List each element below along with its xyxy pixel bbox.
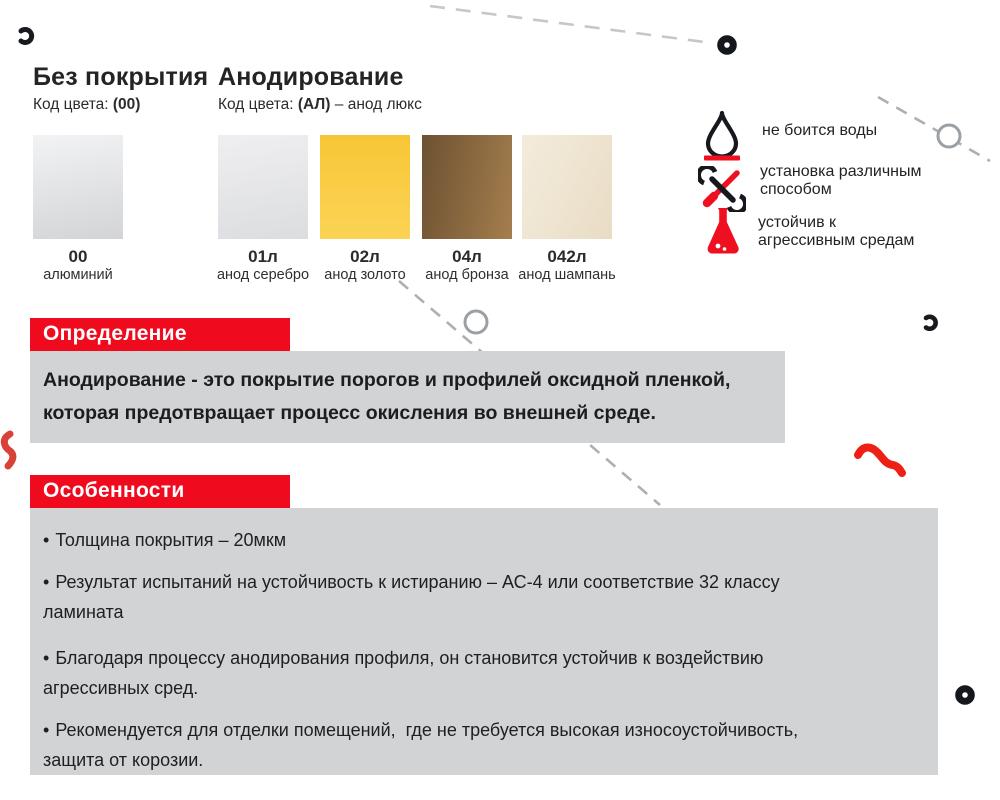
water-drop-icon [703, 109, 741, 161]
swatch-01l [216, 135, 310, 283]
swatch-042l [518, 135, 616, 283]
anodizing-title: Анодирование [218, 63, 404, 91]
donut-top-right [721, 39, 734, 52]
flask-icon [704, 206, 742, 256]
features-heading: Особенности [43, 479, 185, 502]
comma-mark-top-left [21, 30, 32, 43]
definition-banner [30, 318, 290, 351]
swatch-name: анод шампань [518, 267, 616, 283]
swatch-name: анод бронза [425, 267, 509, 283]
donut-bottom-right [959, 689, 972, 702]
swatch-name: алюминий [43, 267, 113, 283]
features-box [30, 508, 938, 775]
swatch-code: 042л [547, 247, 587, 266]
advantage-water [703, 109, 741, 166]
no-coating-header [33, 62, 208, 114]
feature-bullet: • Рекомендуется для отделки помещений, где не требуется высокая износоустойчивость, защита от корозии. [43, 720, 799, 770]
anodizing-code: Код цвета: (АЛ) – анод люкс [218, 96, 422, 113]
advantage-install-label: установка различным способом [760, 163, 922, 198]
ring-right [938, 125, 960, 147]
swatch-code: 02л [350, 247, 380, 266]
swatch-name: анод серебро [216, 267, 310, 283]
squiggle-right [858, 447, 902, 473]
swatch-code: 01л [248, 247, 278, 266]
features-banner [30, 475, 290, 508]
no-coating-code: Код цвета: (00) [33, 96, 141, 113]
swatch-04l-chip [422, 135, 512, 239]
comma-mark-middle-right [926, 317, 936, 329]
advantage-water-label: не боится воды [762, 122, 878, 139]
no-coating-title: Без покрытия [33, 63, 209, 91]
feature-bullet: • Толщина покрытия – 20мкм [43, 530, 287, 550]
swatch-04l [422, 135, 512, 283]
definition-heading: Определение [43, 322, 187, 345]
advantage-chem-label: устойчив к агрессивным средам [758, 214, 915, 249]
definition-text-line: Анодирование - это покрытие порогов и профилей оксидной пленкой, [43, 369, 731, 391]
swatch-042l-chip [522, 135, 612, 239]
dashed-line-right [878, 97, 990, 161]
squiggle-left [4, 434, 13, 466]
swatch-name: анод золото [324, 267, 406, 283]
swatch-code: 04л [452, 247, 482, 266]
dashed-line-top [430, 6, 712, 43]
swatch-02l [320, 135, 410, 283]
anodizing-header [218, 62, 422, 114]
swatch-00 [33, 135, 123, 283]
definition-text-line: которая предотвращает процесс окисления во внешней среде. [43, 402, 656, 424]
ring-middle [465, 311, 487, 333]
swatch-code: 00 [68, 247, 88, 266]
feature-bullet: • Результат испытаний на устойчивость к истиранию – АС-4 или соответствие 32 классу ламината [43, 572, 780, 622]
advantage-chem [704, 206, 742, 261]
swatch-01l-chip [218, 135, 308, 239]
feature-bullet: • Благодаря процессу анодирования профиля, он становится устойчив к воздействию агрессивных сред. [43, 648, 764, 698]
definition-box [30, 351, 785, 443]
swatch-00-chip [33, 135, 123, 239]
swatch-02l-chip [320, 135, 410, 239]
